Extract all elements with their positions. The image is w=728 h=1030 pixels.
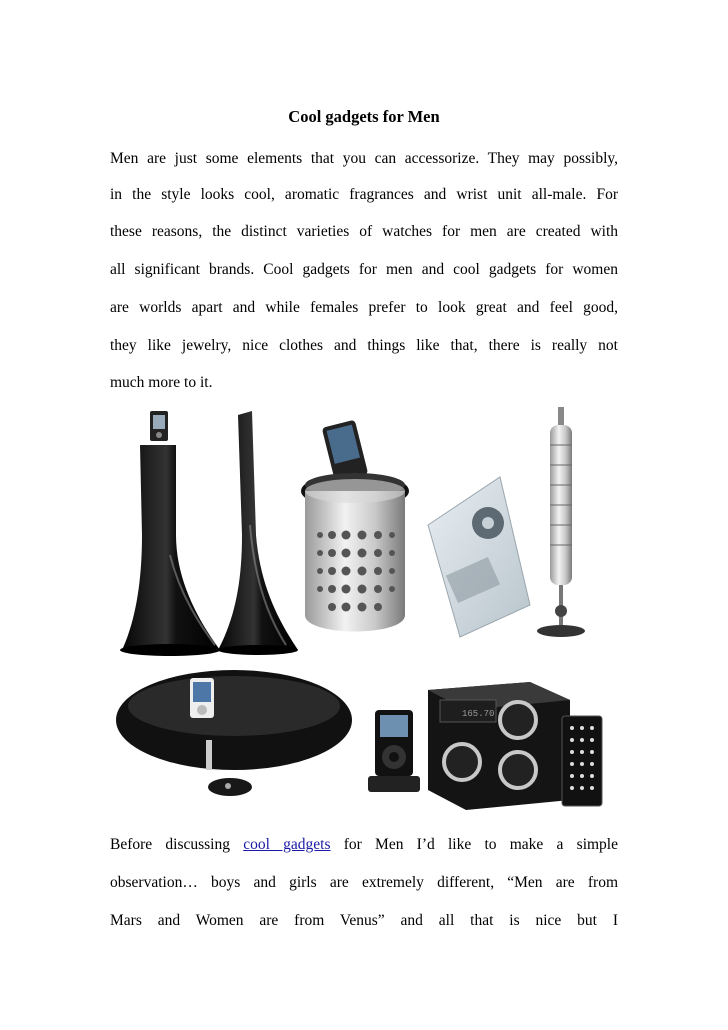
ipod-dock-speaker-icon (301, 420, 409, 632)
paragraph-line: in the style looks cool, aromatic fragrances and wrist unit all-male. For (110, 186, 618, 203)
document-title: Cool gadgets for Men (288, 107, 440, 126)
cube-speaker-icon (428, 682, 570, 810)
display-readout: 165.70 (462, 709, 495, 719)
speaker-dock-icon (120, 411, 220, 656)
ovoid-speaker-icon (116, 670, 352, 796)
column-speaker-icon (537, 407, 585, 637)
paragraph-line: these reasons, the distinct varieties of watches for men are created with (110, 223, 618, 240)
paragraph-line: they like jewelry, nice clothes and things like that, there is really not (110, 337, 618, 354)
tower-speaker-icon (218, 411, 298, 655)
paragraph-line: are worlds apart and while females prefer to look great and feel good, (110, 299, 618, 316)
paragraph-line (110, 834, 618, 856)
paragraph-line: Mars and Women are from Venus” and all that is nice but I (110, 912, 618, 929)
text-after-link: for Men I’d like to make a simple (343, 836, 618, 853)
paragraph-line: much more to it. (110, 374, 213, 391)
text-before-link: Before discussing (110, 836, 230, 853)
remote-control-icon (428, 477, 530, 637)
gadgets-image-bottom (110, 660, 616, 820)
cool-gadgets-link[interactable]: cool gadgets (243, 836, 331, 853)
ipod-icon (368, 710, 420, 792)
paragraph-line: Men are just some elements that you can accessorize. They may possibly, (110, 150, 618, 167)
paragraph-line: all significant brands. Cool gadgets for men and cool gadgets for women (110, 261, 618, 278)
gadgets-image-top (110, 405, 616, 657)
remote-control-icon (562, 716, 602, 806)
paragraph-line: observation… boys and girls are extremely different, “Men are from (110, 874, 618, 891)
